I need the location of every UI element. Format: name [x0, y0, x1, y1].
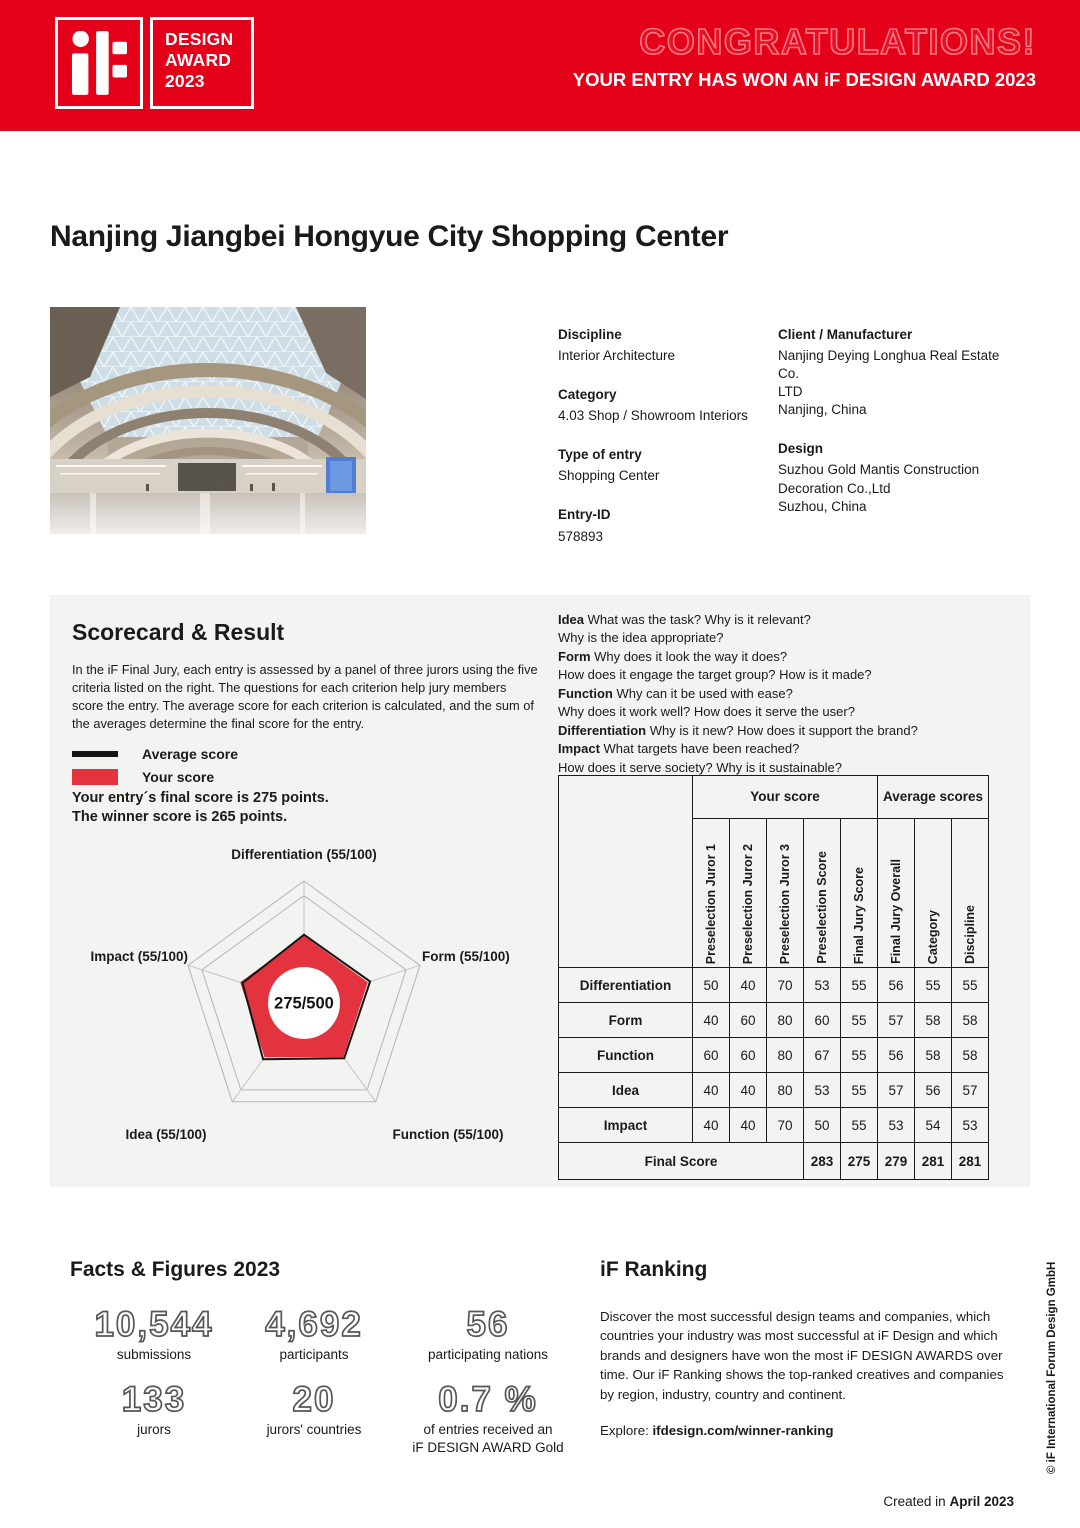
column-header-text: Preselection Juror 3 [778, 843, 792, 964]
score-cell: 53 [878, 1108, 915, 1143]
final-score-line: Your entry´s final score is 275 points. [72, 790, 329, 806]
score-cell: 55 [841, 1073, 878, 1108]
score-cell: 70 [767, 968, 804, 1003]
score-cell: 60 [693, 1038, 730, 1073]
entry-details-column-1 [558, 326, 773, 567]
facts-section [70, 1258, 580, 1456]
copyright-vertical: © iF International Forum Design GmbH [1046, 1261, 1058, 1474]
row-label: Function [559, 1038, 693, 1073]
stat-item [94, 1307, 213, 1363]
score-table-wrap [558, 775, 989, 1180]
legend-row [72, 746, 238, 762]
detail-label: Client / Manufacturer [778, 327, 913, 342]
ranking-section [600, 1258, 1020, 1438]
criteria-line: Form Why does it look the way it does? [558, 648, 788, 664]
score-cell: 58 [952, 1003, 989, 1038]
criteria-line: Why is the idea appropriate? [558, 630, 724, 646]
stat-label: submissions [116, 1347, 192, 1362]
score-cell: 53 [952, 1108, 989, 1143]
detail-field [778, 326, 1023, 419]
score-cell: 55 [952, 968, 989, 1003]
legend-row [72, 769, 238, 785]
detail-field [558, 506, 773, 545]
score-cell: 40 [730, 968, 767, 1003]
stat-item [428, 1307, 548, 1363]
detail-label: Discipline [558, 327, 622, 342]
score-cell: 54 [915, 1108, 952, 1143]
congratulations-subtitle: YOUR ENTRY HAS WON AN iF DESIGN AWARD 2023 [572, 69, 1036, 90]
legend-label: Your score [142, 769, 215, 785]
stat-label: participants [279, 1347, 349, 1362]
score-cell: 55 [841, 1003, 878, 1038]
score-cell: 53 [804, 1073, 841, 1108]
score-cell: 40 [693, 1108, 730, 1143]
column-header-text: Preselection Juror 2 [741, 843, 755, 964]
explore-prefix: Explore: [600, 1423, 653, 1439]
axis-label-function: Function (55/100) [392, 1127, 504, 1142]
logo-award-text [150, 17, 254, 109]
criteria-line: Why does it work well? How does it serve the user? [558, 704, 855, 720]
logo-line-year: 2023 [165, 71, 205, 91]
entry-photo [50, 307, 366, 534]
award-header-banner [0, 0, 1080, 131]
score-cell: 60 [730, 1038, 767, 1073]
scorecard-panel [50, 595, 1030, 1187]
final-score-cell: 275 [841, 1143, 878, 1180]
score-cell: 56 [915, 1073, 952, 1108]
criteria-line: Idea What was the task? Why is it relevant? [558, 612, 811, 627]
ranking-heading: iF Ranking [600, 1258, 708, 1281]
score-cell: 57 [878, 1073, 915, 1108]
column-header-text: Final Jury Overall [889, 859, 903, 964]
score-cell: 56 [878, 1038, 915, 1073]
congratulations-block [572, 21, 1036, 91]
stat-item [267, 1382, 362, 1456]
created-month: April 2023 [949, 1494, 1014, 1509]
detail-value-line: Nanjing Deying Longhua Real Estate Co. [778, 348, 1000, 382]
column-header [952, 819, 989, 968]
legend-label: Average score [142, 746, 238, 762]
score-cell: 40 [730, 1073, 767, 1108]
score-cell: 80 [767, 1073, 804, 1108]
radar-chart [78, 841, 530, 1175]
score-cell: 58 [915, 1003, 952, 1038]
final-score-cell: 281 [952, 1143, 989, 1180]
ranking-body: Discover the most successful design teams and companies, which countries your industry was most successful at iF Design and which brands and designers have won the most iF DESIGN AWARDS over time. Our iF Ranking shows the top-ranked creatives and companies by region, industry, country and continent. [600, 1309, 1004, 1402]
final-score-cell: 283 [804, 1143, 841, 1180]
score-cell: 58 [952, 1038, 989, 1073]
score-cell: 67 [804, 1038, 841, 1073]
score-cell: 55 [915, 968, 952, 1003]
stat-item [265, 1307, 363, 1363]
column-header [804, 819, 841, 968]
congratulations-title: CONGRATULATIONS! [639, 21, 1036, 62]
stat-number: 10,544 [94, 1305, 214, 1344]
table-row [559, 1038, 989, 1073]
stat-label: participating nations [427, 1347, 549, 1362]
if-glyph-icon [71, 31, 127, 95]
group-header: Average scores [878, 776, 989, 819]
table-row [559, 1108, 989, 1143]
column-header [841, 819, 878, 968]
table-corner-cell [559, 776, 693, 968]
created-date [883, 1494, 1014, 1509]
stat-number: 20 [292, 1380, 336, 1420]
ranking-link[interactable]: ifdesign.com/winner-ranking [652, 1423, 834, 1439]
stat-item [412, 1382, 563, 1456]
entry-details-column-2 [778, 326, 1023, 537]
detail-value-line: Decoration Co.,Ltd [778, 480, 891, 496]
score-cell: 55 [841, 968, 878, 1003]
axis-label-differentiation: Differentiation (55/100) [231, 847, 377, 862]
score-cell: 58 [915, 1038, 952, 1073]
scorecard-heading: Scorecard & Result [72, 619, 285, 645]
score-cell: 40 [693, 1073, 730, 1108]
column-header-text: Final Jury Score [852, 866, 866, 964]
mall-interior-illustration [50, 307, 366, 534]
detail-field [558, 386, 773, 425]
score-cell: 60 [730, 1003, 767, 1038]
score-cell: 80 [767, 1003, 804, 1038]
if-design-award-logo [55, 17, 254, 109]
detail-label: Entry-ID [558, 507, 611, 523]
winner-score-line: The winner score is 265 points. [72, 809, 288, 826]
score-cell: 40 [730, 1108, 767, 1143]
final-score-row [559, 1143, 989, 1180]
stat-number: 56 [466, 1305, 510, 1344]
detail-value-line: Nanjing, China [778, 402, 867, 418]
if-logo-icon [55, 17, 143, 109]
detail-value-line: Interior Architecture [558, 348, 676, 364]
created-prefix: Created in [883, 1494, 950, 1509]
scorecard-intro: In the iF Final Jury, each entry is assessed by a panel of three jurors using the five criteria listed on the right. The questions for each criterion help jury members score the entry. The average score for each criterion is calculated, and the sum of the averages determine the final score for the entry. [72, 662, 538, 732]
detail-value-line: 578893 [558, 528, 604, 544]
table-row [559, 1073, 989, 1108]
criteria-line: Differentiation Why is it new? How does it support the brand? [558, 722, 918, 738]
criteria-line: How does it serve society? Why is it sustainable? [558, 759, 842, 775]
your-score-swatch [72, 769, 118, 785]
column-header [730, 819, 767, 968]
score-cell: 70 [767, 1108, 804, 1143]
stat-item [122, 1382, 186, 1456]
criteria-line: Function Why can it be used with ease? [558, 685, 793, 701]
score-cell: 55 [841, 1108, 878, 1143]
row-label: Idea [559, 1073, 693, 1108]
axis-label-impact: Impact (55/100) [90, 949, 188, 964]
table-row [559, 1003, 989, 1038]
score-table [558, 775, 989, 1180]
score-cell: 50 [693, 968, 730, 1003]
score-cell: 50 [804, 1108, 841, 1143]
criteria-line: How does it engage the target group? How is it made? [558, 667, 872, 683]
detail-value-line: LTD [778, 384, 803, 400]
page-title: Nanjing Jiangbei Hongyue City Shopping Center [50, 220, 729, 253]
detail-value-line: 4.03 Shop / Showroom Interiors [558, 408, 748, 424]
row-label: Impact [559, 1108, 693, 1143]
logo-line-award: AWARD [165, 50, 232, 70]
score-cell: 60 [804, 1003, 841, 1038]
column-header-text: Preselection Juror 1 [704, 843, 718, 964]
column-header [915, 819, 952, 968]
detail-value-line: Shopping Center [558, 468, 660, 484]
detail-label: Type of entry [558, 447, 642, 463]
detail-value-line: Suzhou, China [778, 498, 867, 514]
detail-value-line: Suzhou Gold Mantis Construction [778, 462, 980, 478]
detail-field [558, 326, 773, 365]
final-score-cell: 279 [878, 1143, 915, 1180]
average-score-swatch [72, 751, 118, 757]
criteria-line: Impact What targets have been reached? [558, 741, 800, 757]
score-cell: 53 [804, 968, 841, 1003]
logo-line-design: DESIGN [165, 29, 234, 49]
score-cell: 56 [878, 968, 915, 1003]
score-cell: 57 [952, 1073, 989, 1108]
detail-label: Design [778, 441, 824, 457]
row-label: Differentiation [559, 968, 693, 1003]
stat-number: 133 [121, 1380, 187, 1420]
column-header [693, 819, 730, 968]
axis-label-form: Form (55/100) [422, 949, 510, 964]
stat-label: jurors' countries [266, 1422, 362, 1438]
detail-field [558, 446, 773, 485]
axis-label-idea: Idea (55/100) [125, 1127, 207, 1142]
svg-text:275/500: 275/500 [274, 994, 334, 1013]
explore-line [600, 1423, 1020, 1438]
table-row [559, 968, 989, 1003]
facts-stats-grid [70, 1307, 580, 1456]
detail-label: Category [558, 387, 617, 403]
row-label: Form [559, 1003, 693, 1038]
final-score-label: Final Score [559, 1143, 804, 1180]
column-header-text: Preselection Score [815, 851, 829, 964]
group-header: Your score [693, 776, 878, 819]
stat-number: 0.7 % [438, 1380, 538, 1420]
column-header-text: Category [926, 909, 940, 964]
stat-label: of entries received an iF DESIGN AWARD Gold [412, 1422, 564, 1455]
score-cell: 40 [693, 1003, 730, 1038]
chart-legend [72, 746, 238, 792]
score-cell: 55 [841, 1038, 878, 1073]
stat-number: 4,692 [265, 1305, 363, 1344]
stat-label: jurors [137, 1422, 171, 1438]
column-header [767, 819, 804, 968]
radar-chart-svg [78, 841, 530, 1175]
detail-field [778, 440, 1023, 515]
column-header [878, 819, 915, 968]
column-header-text: Discipline [963, 904, 977, 964]
criteria-text [558, 611, 1030, 777]
score-cell: 80 [767, 1038, 804, 1073]
final-score-lines [72, 789, 329, 827]
final-score-cell: 281 [915, 1143, 952, 1180]
score-cell: 57 [878, 1003, 915, 1038]
facts-heading: Facts & Figures 2023 [70, 1258, 281, 1281]
